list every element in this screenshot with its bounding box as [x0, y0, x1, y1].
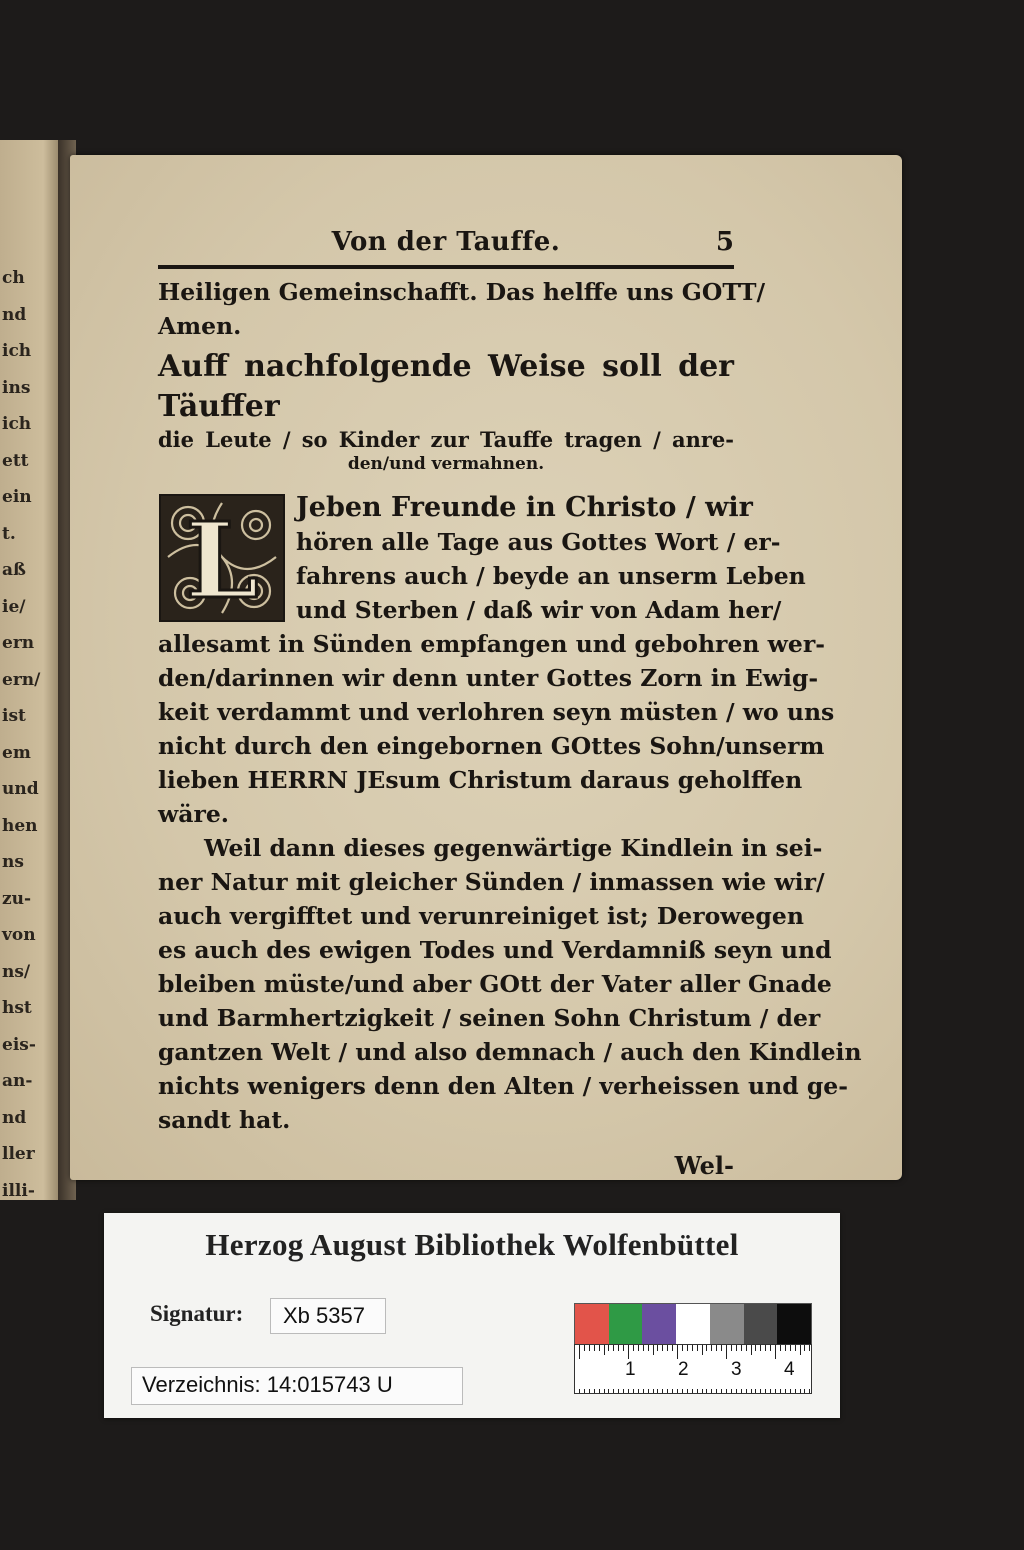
ruler-tick [751, 1345, 752, 1355]
left-page-fragment: ist [2, 706, 26, 726]
text-line: auch vergifftet und verunreiniget ist; Derowegen [158, 902, 804, 930]
color-swatch [744, 1304, 778, 1344]
ruler-tick [589, 1389, 590, 1393]
text-line: ner Natur mit gleicher Sünden / inmassen wie wir/ [158, 868, 825, 896]
left-page-fragment: ein [2, 487, 32, 507]
ruler-tick [579, 1389, 580, 1393]
text-line: und Sterben / daß wir von Adam her/ [296, 596, 782, 624]
ruler-tick [702, 1389, 703, 1393]
ruler-tick [613, 1389, 614, 1393]
ruler-tick [643, 1345, 644, 1351]
ruler-tick [697, 1389, 698, 1393]
text-line: Jeben Freunde in Christo / wir [296, 492, 753, 523]
left-page-fragment: eis- [2, 1034, 36, 1055]
text-line: bleiben müste/und aber GOtt der Vater aller Gnade [158, 970, 832, 998]
header-rule [158, 265, 734, 269]
ruler-tick [741, 1389, 742, 1393]
ruler-tick [687, 1389, 688, 1393]
ruler-tick [731, 1389, 732, 1393]
left-page-fragment: zu- [2, 888, 32, 909]
ruler-tick [726, 1389, 727, 1393]
ruler-tick [751, 1389, 752, 1393]
ruler-tick [775, 1345, 776, 1359]
svg-text:L: L [185, 499, 259, 622]
text-line: fahrens auch / beyde an unserm Leben [296, 562, 806, 590]
ruler-tick [657, 1389, 658, 1393]
ruler-tick [638, 1345, 639, 1351]
ruler-tick [623, 1389, 624, 1393]
left-page-fragment: ich [2, 341, 32, 361]
ruler-tick [682, 1389, 683, 1393]
left-page-fragment: an- [2, 1071, 33, 1091]
decorated-initial-letter [158, 493, 286, 623]
text-line: allesamt in Sünden empfangen und gebohren wer- [158, 630, 825, 658]
text-line: hören alle Tage aus Gottes Wort / er- [296, 528, 781, 556]
ruler-tick [746, 1389, 747, 1393]
ruler-tick [618, 1389, 619, 1393]
ruler-tick [746, 1345, 747, 1351]
ruler-tick [765, 1389, 766, 1393]
ruler-tick [589, 1345, 590, 1351]
ruler-tick [623, 1345, 624, 1351]
ruler-tick [741, 1345, 742, 1351]
ruler-tick [716, 1389, 717, 1393]
left-page-fragment: aß [2, 560, 26, 580]
catchword: Wel- [674, 1151, 734, 1180]
ruler-tick [692, 1345, 693, 1351]
left-page-fragment: ns/ [2, 961, 31, 982]
ruler-tick [584, 1389, 585, 1393]
ruler-tick [736, 1345, 737, 1351]
text-line: keit verdammt und verlohren seyn müsten / wo uns [158, 698, 835, 726]
signatur-label: Signatur: [150, 1301, 244, 1326]
ruler-tick [702, 1345, 703, 1355]
ruler-tick [800, 1389, 801, 1393]
ruler-tick [643, 1389, 644, 1393]
ruler-tick [677, 1345, 678, 1359]
ruler-number: 1 [625, 1359, 636, 1380]
ruler-tick [770, 1345, 771, 1351]
ruler-tick [765, 1345, 766, 1351]
ruler-tick [653, 1345, 654, 1355]
ruler-tick [804, 1345, 805, 1351]
left-page-fragment: illi- [2, 1180, 35, 1200]
ruler-tick [804, 1389, 805, 1393]
running-title: Von der Tauffe. [331, 227, 561, 257]
ruler-tick [677, 1389, 678, 1393]
library-label [104, 1213, 840, 1418]
left-page-fragment: nd [2, 304, 27, 325]
ruler-tick [775, 1389, 776, 1393]
signatur-value: Xb 5357 [283, 1303, 365, 1328]
ruler-tick [736, 1389, 737, 1393]
ruler-tick [711, 1345, 712, 1351]
ruler-tick [599, 1389, 600, 1393]
color-swatch [676, 1304, 710, 1344]
ruler-tick [755, 1345, 756, 1351]
ruler-tick [731, 1345, 732, 1351]
section-subheading-end: den/und vermahnen. [347, 454, 545, 474]
verzeichnis-box [131, 1367, 463, 1405]
ruler-tick [628, 1389, 629, 1393]
section-heading: Auff nachfolgende Weise soll der Täuffer [158, 349, 734, 424]
left-page-fragment: ller [2, 1144, 35, 1164]
ruler-tick [604, 1389, 605, 1393]
text-line: es auch des ewigen Todes und Verdamniß seyn und [158, 936, 832, 964]
verzeichnis-text: Verzeichnis: 14:015743 U [142, 1372, 393, 1397]
ruler-tick [672, 1389, 673, 1393]
left-page-fragment: ett [2, 450, 29, 471]
ruler-tick [579, 1345, 580, 1359]
text-line: gantzen Welt / und also demnach / auch den Kindlein [158, 1038, 862, 1066]
left-page-edge [0, 140, 62, 1200]
ruler-tick [716, 1345, 717, 1351]
ruler-tick [706, 1389, 707, 1393]
text-line: sandt hat. [158, 1106, 291, 1134]
ruler-tick [785, 1389, 786, 1393]
left-page-fragment: ern [2, 633, 35, 653]
ruler-number: 4 [784, 1359, 795, 1380]
text-line: nichts wenigers denn den Alten / verheissen und ge- [158, 1072, 848, 1100]
book-page [70, 155, 902, 1180]
ruler-tick [721, 1345, 722, 1351]
ruler-tick [667, 1345, 668, 1351]
color-swatch [777, 1304, 811, 1344]
text-line: wäre. [158, 800, 229, 828]
ruler-tick [790, 1389, 791, 1393]
color-swatch [710, 1304, 744, 1344]
left-page-fragment: em [2, 742, 31, 763]
ruler-tick [795, 1345, 796, 1351]
ruler-tick [711, 1389, 712, 1393]
ruler-tick [594, 1345, 595, 1351]
ruler-number: 2 [678, 1359, 689, 1380]
ruler-tick [785, 1345, 786, 1351]
text-line: Amen. [158, 312, 242, 340]
ruler-tick [648, 1345, 649, 1351]
page-header [158, 225, 734, 265]
ruler-tick [653, 1389, 654, 1393]
left-page-fragment: nd [2, 1107, 27, 1128]
text-line: und Barmhertzigkeit / seinen Sohn Christum / der [158, 1004, 821, 1032]
left-page-fragment: ins [2, 377, 31, 398]
ruler-tick [770, 1389, 771, 1393]
color-swatch [609, 1304, 643, 1344]
ruler-tick [618, 1345, 619, 1351]
ruler-tick [599, 1345, 600, 1351]
ruler-tick [613, 1345, 614, 1351]
left-page-fragment: von [2, 925, 36, 945]
ruler-tick [800, 1345, 801, 1355]
ruler-tick [672, 1345, 673, 1351]
signatur-box [270, 1298, 386, 1334]
ruler-tick [604, 1345, 605, 1355]
ruler-tick [584, 1345, 585, 1351]
left-page-fragment: und [2, 779, 39, 799]
ruler-tick [760, 1345, 761, 1351]
ruler-tick [692, 1389, 693, 1393]
ruler-tick [682, 1345, 683, 1351]
section-subheading: die Leute / so Kinder zur Tauffe tragen / anre- [158, 427, 734, 452]
ruler-tick [760, 1389, 761, 1393]
ruler-tick [790, 1345, 791, 1351]
color-swatch [575, 1304, 609, 1344]
ruler-tick [628, 1345, 629, 1359]
left-page-fragment: ern/ [2, 669, 41, 690]
ruler-tick [780, 1389, 781, 1393]
color-calibration-bar [574, 1303, 812, 1345]
text-line: lieben HERRN JEsum Christum daraus geholffen [158, 766, 803, 794]
ruler-tick [594, 1389, 595, 1393]
ruler-number: 3 [731, 1359, 742, 1380]
ruler-tick [638, 1389, 639, 1393]
text-line: nicht durch den eingebornen GOttes Sohn/unserm [158, 732, 825, 760]
ruler-tick [648, 1389, 649, 1393]
ruler-tick [667, 1389, 668, 1393]
text-line: Heiligen Gemeinschafft. Das helffe uns GOTT/ [158, 278, 766, 306]
ruler-tick [687, 1345, 688, 1351]
ruler-tick [697, 1345, 698, 1351]
text-line: Weil dann dieses gegenwärtige Kindlein in sei- [204, 834, 823, 862]
left-page-fragment: ch [2, 268, 25, 288]
page-text [158, 225, 862, 1180]
ruler-tick [795, 1389, 796, 1393]
left-page-fragment: ich [2, 414, 32, 434]
left-page-fragment: t. [2, 523, 16, 544]
ruler-tick [780, 1345, 781, 1351]
initial-paragraph [158, 491, 806, 627]
scale-ruler [574, 1344, 812, 1394]
color-swatch [642, 1304, 676, 1344]
left-page-fragment: hen [2, 815, 38, 836]
ruler-tick [706, 1345, 707, 1351]
ruler-tick [662, 1345, 663, 1351]
ruler-tick [633, 1389, 634, 1393]
ruler-tick [657, 1345, 658, 1351]
ruler-tick [809, 1389, 810, 1393]
ruler-tick [633, 1345, 634, 1351]
left-page-fragment: ie/ [2, 596, 26, 617]
ruler-tick [662, 1389, 663, 1393]
ruler-tick [755, 1389, 756, 1393]
ruler-tick [726, 1345, 727, 1359]
text-line: den/darinnen wir denn unter Gottes Zorn in Ewig- [158, 664, 819, 692]
ruler-tick [608, 1389, 609, 1393]
page-number: 5 [715, 227, 734, 257]
ruler-tick [809, 1345, 810, 1351]
library-name: Herzog August Bibliothek Wolfenbüttel [205, 1227, 739, 1262]
ruler-tick [608, 1345, 609, 1351]
ruler-tick [721, 1389, 722, 1393]
left-page-fragment: ns [2, 852, 24, 872]
left-page-fragment: hst [2, 998, 32, 1018]
